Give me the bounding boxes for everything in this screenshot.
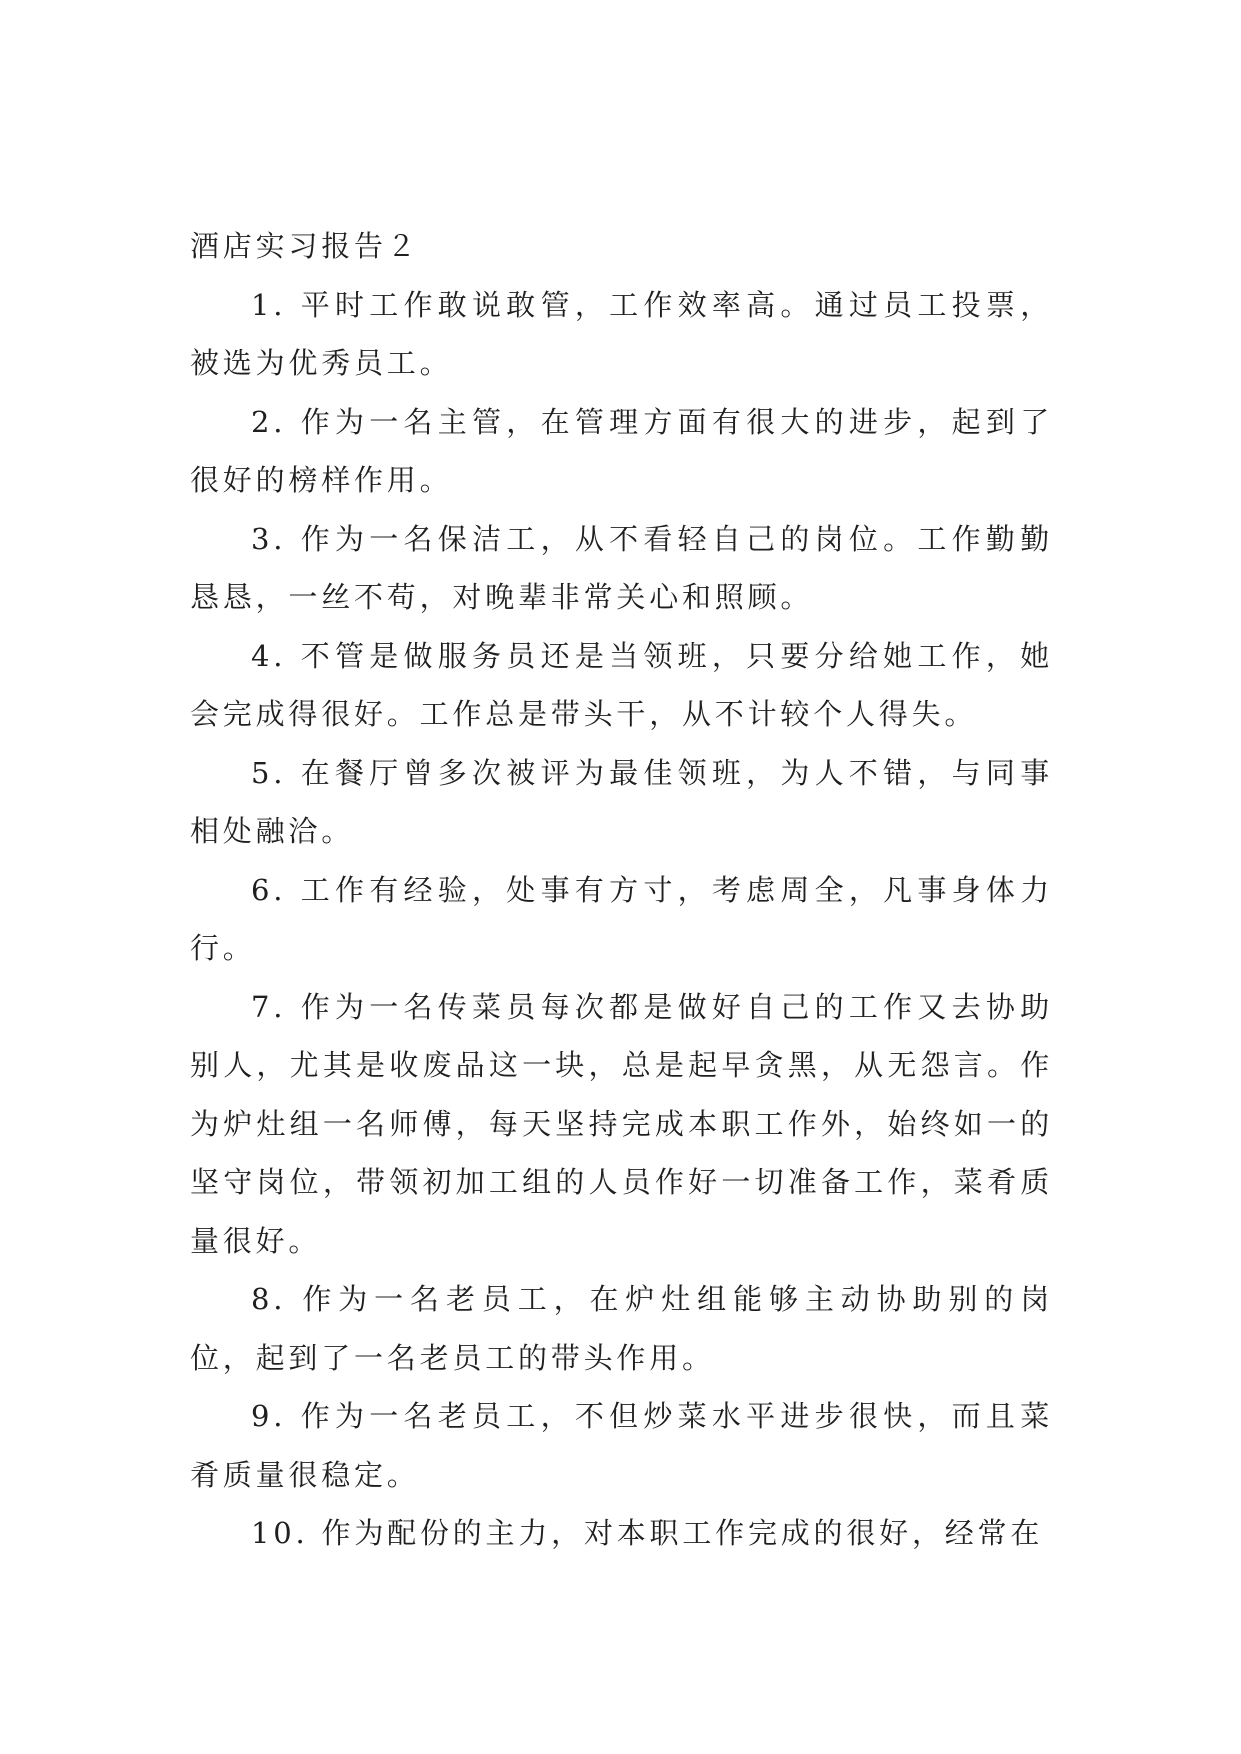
paragraph-5: 5. 在餐厅曾多次被评为最佳领班，为人不错，与同事相处融洽。 (190, 755, 1053, 848)
paragraph-6: 6. 工作有经验，处事有方寸，考虑周全，凡事身体力行。 (190, 872, 1053, 965)
paragraph-10: 10. 作为配份的主力，对本职工作完成的很好，经常在 (251, 1516, 1044, 1550)
document-title: 酒店实习报告２ (190, 229, 420, 263)
paragraph-2: 2. 作为一名主管，在管理方面有很大的进步，起到了很好的榜样作用。 (190, 404, 1053, 497)
paragraph-9: 9. 作为一名老员工，不但炒菜水平进步很快，而且菜肴质量很稳定。 (190, 1399, 1053, 1492)
paragraph-4: 4. 不管是做服务员还是当领班，只要分给她工作，她会完成得很好。工作总是带头干，从不计较个人得失。 (190, 638, 1053, 731)
paragraph-7: 7. 作为一名传菜员每次都是做好自己的工作又去协助别人，尤其是收废品这一块，总是起早贪黑，从无怨言。作为炉灶组一名师傅，每天坚持完成本职工作外，始终如一的坚守岗位，带领初加工组的人员作好一切准备工作，菜肴质量很好。 (190, 989, 1053, 1258)
paragraph-8: 8. 作为一名老员工，在炉灶组能够主动协助别的岗位，起到了一名老员工的带头作用。 (190, 1282, 1053, 1375)
paragraph-3: 3. 作为一名保洁工，从不看轻自己的岗位。工作勤勤恳恳，一丝不苟，对晚辈非常关心和照顾。 (190, 521, 1053, 614)
paragraph-1: 1. 平时工作敢说敢管，工作效率高。通过员工投票，被选为优秀员工。 (190, 287, 1053, 380)
document-body (190, 217, 1053, 1563)
